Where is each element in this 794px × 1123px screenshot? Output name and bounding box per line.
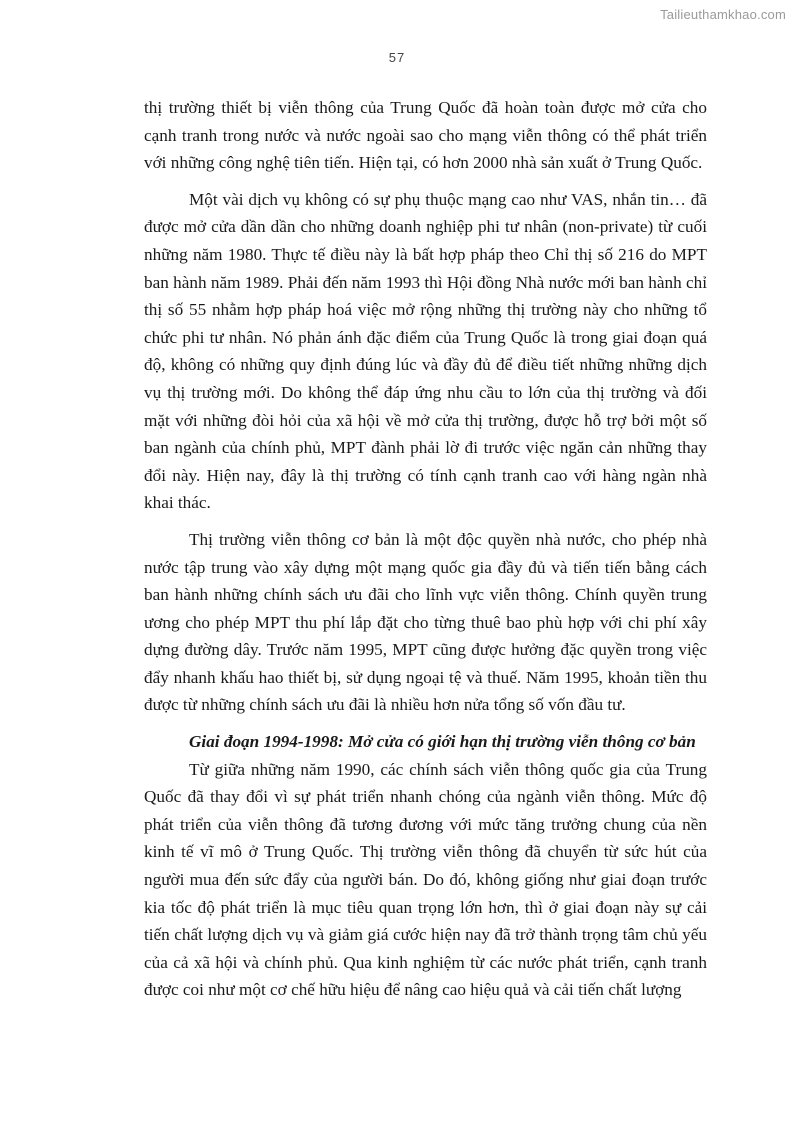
paragraph-continuation: thị trường thiết bị viễn thông của Trung Quốc đã hoàn toàn được mở cửa cho cạnh tranh trong nước và nước ngoài sao cho mạng viễn thông có thể phát triển với những công nghệ tiên tiến. Hiện tại, có hơn 2000 nhà sản xuất ở Trung Quốc. — [144, 98, 707, 173]
paragraph: Một vài dịch vụ không có sự phụ thuộc mạng cao như VAS, nhắn tin… đã được mở cửa dần dần cho những doanh nghiệp phi tư nhân (non-private) từ cuối những năm 1980. Thực tế điều này là bất hợp pháp theo Chỉ thị số 216 do MPT ban hành năm 1989. Phải đến năm 1993 thì Hội đồng Nhà nước mới ban hành chỉ thị số 55 nhằm hợp pháp hoá việc mở rộng những thị trường này cho những tổ chức phi tư nhân. Nó phản ánh đặc điểm của Trung Quốc là trong giai đoạn quá độ, không có những quy định đúng lúc và đầy đủ để điều tiết những những dịch vụ thị trường mới. Do không thể đáp ứng nhu cầu to lớn của thị trường và đối mặt với những đòi hỏi của xã hội về mở cửa thị trường, được hỗ trợ bởi một số ban ngành của chính phủ, MPT đành phải lờ đi trước việc ngăn cản những thay đổi này. Hiện nay, đây là thị trường có tính cạnh tranh cao với hàng ngàn nhà khai thác. — [144, 189, 707, 513]
section-heading: Giai đoạn 1994-1998: Mở cửa có giới hạn thị trường viễn thông cơ bản — [189, 732, 696, 752]
paragraph: Thị trường viễn thông cơ bản là một độc quyền nhà nước, cho phép nhà nước tập trung vào xây dựng một mạng quốc gia đầy đủ và tiến tiến bằng cách ban hành những chính sách ưu đãi cho lĩnh vực viễn thông. Chính quyền trung ương cho phép MPT thu phí lắp đặt cho từng thuê bao phù hợp với chi phí xây dựng đường dây. Trước năm 1995, MPT cũng được hưởng đặc quyền trong việc đẩy nhanh khấu hao thiết bị, sử dụng ngoại tệ và thuế. Năm 1995, khoản tiền thu được từ những chính sách ưu đãi là nhiều hơn nửa tổng số vốn đầu tư. — [144, 529, 707, 715]
document-body — [144, 94, 707, 1004]
watermark: Tailieuthamkhao.com — [660, 7, 786, 22]
page-number: 57 — [388, 50, 406, 65]
paragraph: Từ giữa những năm 1990, các chính sách viễn thông quốc gia của Trung Quốc đã thay đổi vì sự phát triển nhanh chóng của ngành viễn thông. Mức độ phát triển của viễn thông đã tương đương với mức tăng trưởng chung của nền kinh tế vĩ mô ở Trung Quốc. Thị trường viễn thông đã chuyển từ sức hút của người mua đến sức đẩy của người bán. Do đó, không giống như giai đoạn trước kia tốc độ phát triển là mục tiêu quan trọng lớn hơn, thì ở giai đoạn này sự cải tiến chất lượng dịch vụ và giảm giá cước hiện nay đã trở thành trọng tâm chủ yếu của cả xã hội và chính phủ. Qua kinh nghiệm từ các nước phát triển, cạnh tranh được coi như một cơ chế hữu hiệu để nâng cao hiệu quả và cải tiến chất lượng — [144, 759, 707, 1000]
